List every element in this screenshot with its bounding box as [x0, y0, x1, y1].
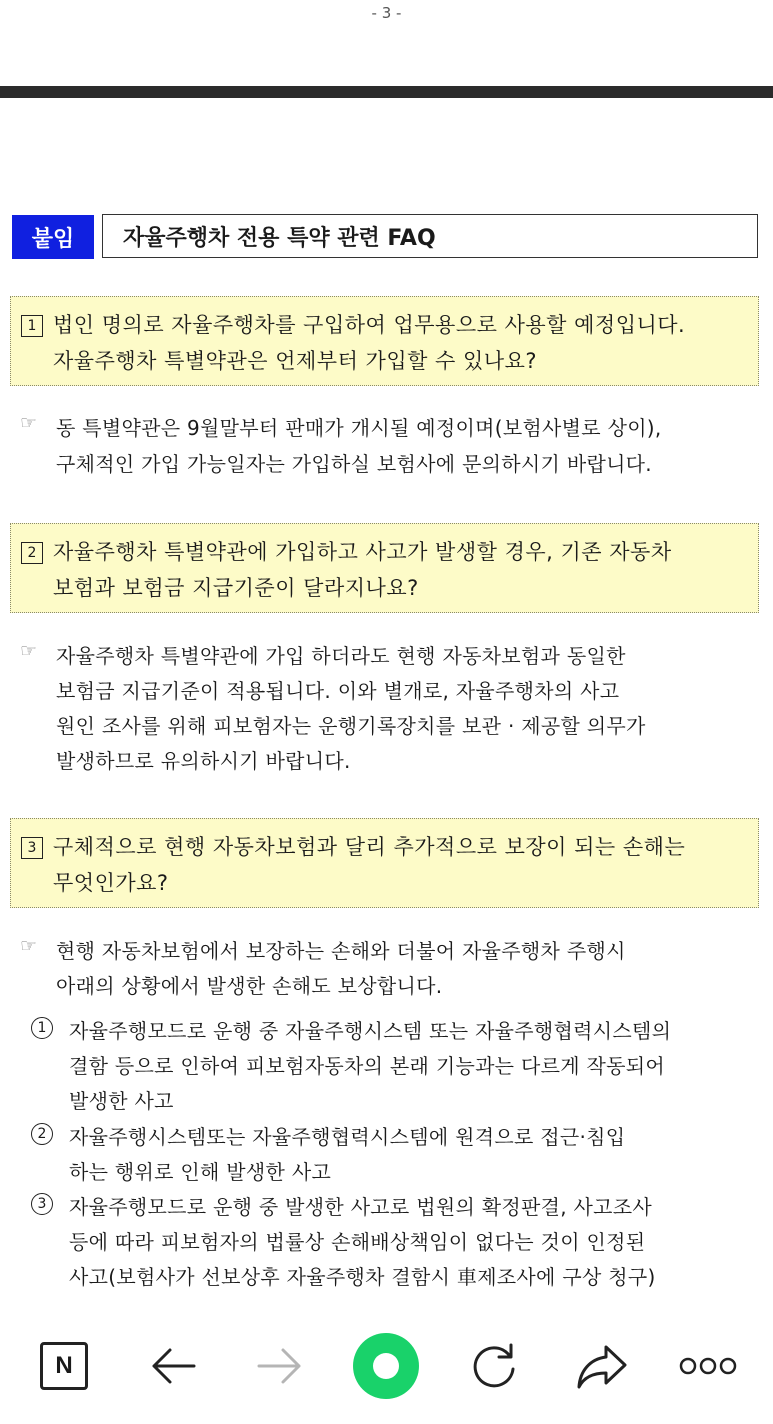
share-icon [576, 1343, 628, 1389]
pointing-hand-icon: ☞ [20, 412, 38, 434]
answer-text-line: 자율주행차 특별약관에 가입 하더라도 현행 자동차보험과 동일한 [56, 644, 626, 668]
refresh-icon [469, 1341, 519, 1391]
question-text-line: 구체적으로 현행 자동차보험과 달리 추가적으로 보장이 되는 손해는 [53, 835, 686, 859]
answer-text-line: 구체적인 가입 가능일자는 가입하실 보험사에 문의하시기 바랍니다. [56, 452, 652, 476]
attachment-title: 자율주행차 전용 특약 관련 FAQ [102, 214, 758, 258]
more-icon [679, 1356, 737, 1376]
answer-text-line: 발생하므로 유의하시기 바랍니다. [56, 749, 351, 773]
question-text-line: 자율주행차 특별약관은 언제부터 가입할 수 있나요? [53, 349, 538, 373]
page-number: - 3 - [371, 4, 402, 22]
item-number: 1 [31, 1017, 53, 1039]
naver-home-button[interactable] [36, 1336, 92, 1396]
green-dot-button[interactable] [350, 1336, 422, 1396]
answer-text-line: 동 특별약관은 9월말부터 판매가 개시될 예정이며(보험사별로 상이), [56, 416, 662, 440]
question-text-line: 자율주행차 특별약관에 가입하고 사고가 발생할 경우, 기존 자동차 [53, 540, 672, 564]
forward-button[interactable] [252, 1336, 308, 1396]
question-number: 3 [21, 837, 43, 859]
item-text-line: 등에 따라 피보험자의 법률상 손해배상책임이 없다는 것이 인정된 [69, 1230, 646, 1254]
refresh-button[interactable] [466, 1336, 522, 1396]
item-text-line: 사고(보험사가 선보상후 자율주행차 결함시 車제조사에 구상 청구) [69, 1265, 656, 1289]
back-button[interactable] [145, 1336, 201, 1396]
question-box-3 [10, 818, 759, 908]
item-number: 2 [31, 1123, 53, 1145]
browser-toolbar [0, 1322, 773, 1424]
question-text-line: 보험과 보험금 지급기준이 달라지나요? [53, 576, 419, 600]
answer-text-line: 원인 조사를 위해 피보험자는 운행기록장치를 보관 · 제공할 의무가 [56, 714, 646, 738]
answer-text-line: 아래의 상황에서 발생한 손해도 보상합니다. [56, 974, 443, 998]
naver-icon: N [40, 1342, 88, 1390]
pointing-hand-icon: ☞ [20, 935, 38, 957]
green-dot-icon [353, 1333, 419, 1399]
question-text-line: 무엇인가요? [53, 871, 169, 895]
forward-arrow-icon [257, 1346, 303, 1386]
question-number: 1 [21, 315, 43, 337]
item-text-line: 자율주행모드로 운행 중 자율주행시스템 또는 자율주행협력시스템의 [69, 1019, 672, 1043]
pointing-hand-icon: ☞ [20, 640, 38, 662]
question-box-1 [10, 296, 759, 386]
question-box-2 [10, 523, 759, 613]
answer-text-line: 현행 자동차보험에서 보장하는 손해와 더불어 자율주행차 주행시 [56, 939, 626, 963]
item-text-line: 자율주행모드로 운행 중 발생한 사고로 법원의 확정판결, 사고조사 [69, 1195, 652, 1219]
question-number: 2 [21, 542, 43, 564]
item-number: 3 [31, 1193, 53, 1215]
item-text-line: 발생한 사고 [69, 1089, 174, 1113]
more-button[interactable] [678, 1336, 738, 1396]
share-button[interactable] [574, 1336, 630, 1396]
header-divider [0, 86, 773, 98]
answer-text-line: 보험금 지급기준이 적용됩니다. 이와 별개로, 자율주행차의 사고 [56, 679, 620, 703]
attachment-tag: 붙임 [12, 215, 94, 259]
item-text-line: 자율주행시스템또는 자율주행협력시스템에 원격으로 접근·침입 [69, 1125, 626, 1149]
item-text-line: 하는 행위로 인해 발생한 사고 [69, 1160, 332, 1184]
item-text-line: 결함 등으로 인하여 피보험자동차의 본래 기능과는 다르게 작동되어 [69, 1054, 665, 1078]
question-text-line: 법인 명의로 자율주행차를 구입하여 업무용으로 사용할 예정입니다. [53, 313, 686, 337]
back-arrow-icon [150, 1346, 196, 1386]
